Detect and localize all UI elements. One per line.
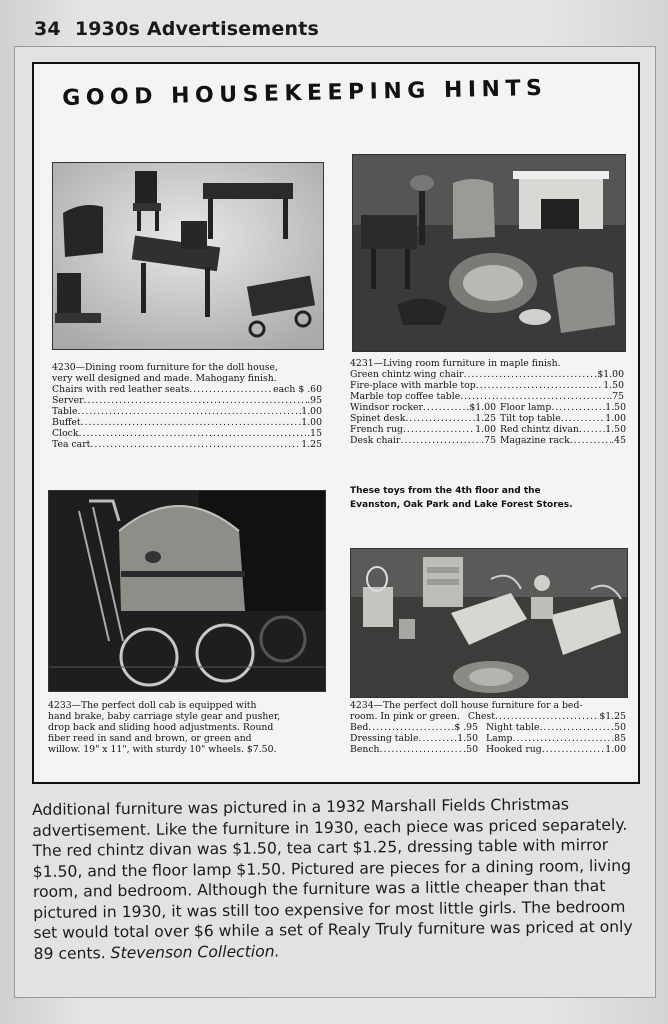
doll-cab-description (48, 700, 324, 755)
list-item: Bench ..... .50 (350, 744, 478, 755)
list-item: Tea cart ..... 1.25 (52, 439, 322, 450)
cab-line-5: willow. 19" x 11", with sturdy 10" wheels. $7.50. (48, 744, 277, 755)
cab-line-2: hand brake, baby carriage style gear and pusher, (48, 711, 281, 722)
bedroom-description (350, 700, 626, 755)
living-price-list-left (350, 402, 496, 446)
chapter-title: 1930s Advertisements (74, 18, 319, 40)
living-price-list (350, 369, 624, 402)
list-item: Magazine rack ..... .45 (500, 435, 626, 446)
caption-body: Additional furniture was pictured in a 1932 Marshall Fields Christmas advertisement. Like the furniture in 1930, each piece was priced separately. The red chintz divan was $1.50, tea cart $1.25, dressing table with mirror $1.50, and the floor lamp $1.50. Pictured are pieces for a dining room, living room, and bedroom. Although the furniture was a little cheaper than that pictured in 1930, it was still too expensive for most little girls. The bedroom set would total over $6 while a set of Realy Truly furniture was priced at only 89 cents. (32, 795, 633, 963)
list-item: Tilt top table ..... 1.00 (500, 413, 626, 424)
bedroom-first-row (350, 711, 626, 722)
list-item: Windsor rocker ..... $1.00 (350, 402, 496, 413)
list-item: Green chintz wing chair ..... $1.00 (350, 369, 624, 380)
caption-credit: Stevenson Collection. (110, 941, 280, 962)
list-item: Fire-place with marble top ..... 1.50 (350, 380, 624, 391)
list-item: Red chintz divan ..... 1.50 (500, 424, 626, 435)
dining-price-list (52, 384, 322, 450)
list-item: room. In pink or green. Chest ..... $1.25 (350, 711, 626, 722)
list-item: Marble top coffee table ..... .75 (350, 391, 624, 402)
list-item: Hooked rug ..... 1.00 (486, 744, 626, 755)
list-item: Night table ..... .50 (486, 722, 626, 733)
bedroom-photo (350, 548, 628, 698)
dining-lead-1: 4230—Dining room furniture for the doll house, (52, 362, 278, 373)
store-notice (350, 484, 626, 512)
list-item: French rug ..... 1.00 (350, 424, 496, 435)
store-notice-line-1: These toys from the 4th floor and the (350, 486, 541, 496)
page-number: 34 (34, 18, 61, 40)
list-item: Spinet desk ..... 1.25 (350, 413, 496, 424)
bedroom-price-list-left (350, 722, 478, 755)
cab-line-3: drop back and sliding hood adjustments. Round (48, 722, 274, 733)
doll-cab-photo (48, 490, 326, 692)
bedroom-price-list-right (486, 722, 626, 755)
living-price-list-right (500, 402, 626, 446)
list-item: Table ..... 1.00 (52, 406, 322, 417)
dining-room-photo (52, 162, 324, 350)
list-item: Buffet ..... 1.00 (52, 417, 322, 428)
list-item: Floor lamp ..... 1.50 (500, 402, 626, 413)
living-description (350, 358, 624, 446)
living-room-photo (352, 154, 626, 352)
cab-line-4: fiber reed in sand and brown, or green and (48, 733, 252, 744)
store-notice-line-2: Evanston, Oak Park and Lake Forest Stores. (350, 500, 573, 510)
list-item: Lamp ..... .85 (486, 733, 626, 744)
dining-lead-2: very well designed and made. Mahogany finish. (52, 373, 277, 384)
advertisement (32, 62, 640, 784)
list-item: Bed ..... $ .95 (350, 722, 478, 733)
living-lead-1: 4231—Living room furniture in maple finish. (350, 358, 561, 369)
page-header (34, 18, 319, 40)
list-item: Dressing table ..... 1.50 (350, 733, 478, 744)
dining-description (52, 362, 322, 450)
bedroom-lead-1: 4234—The perfect doll house furniture for a bed- (350, 700, 583, 711)
list-item: Server ..... .95 (52, 395, 322, 406)
cab-line-1: 4233—The perfect doll cab is equipped with (48, 700, 257, 711)
caption (32, 794, 638, 964)
list-item: Chairs with red leather seats ..... each $ .60 (52, 384, 322, 395)
list-item: Desk chair ..... .75 (350, 435, 496, 446)
ad-title: GOOD HOUSEKEEPING HINTS (62, 75, 548, 111)
list-item: Clock ..... .15 (52, 428, 322, 439)
